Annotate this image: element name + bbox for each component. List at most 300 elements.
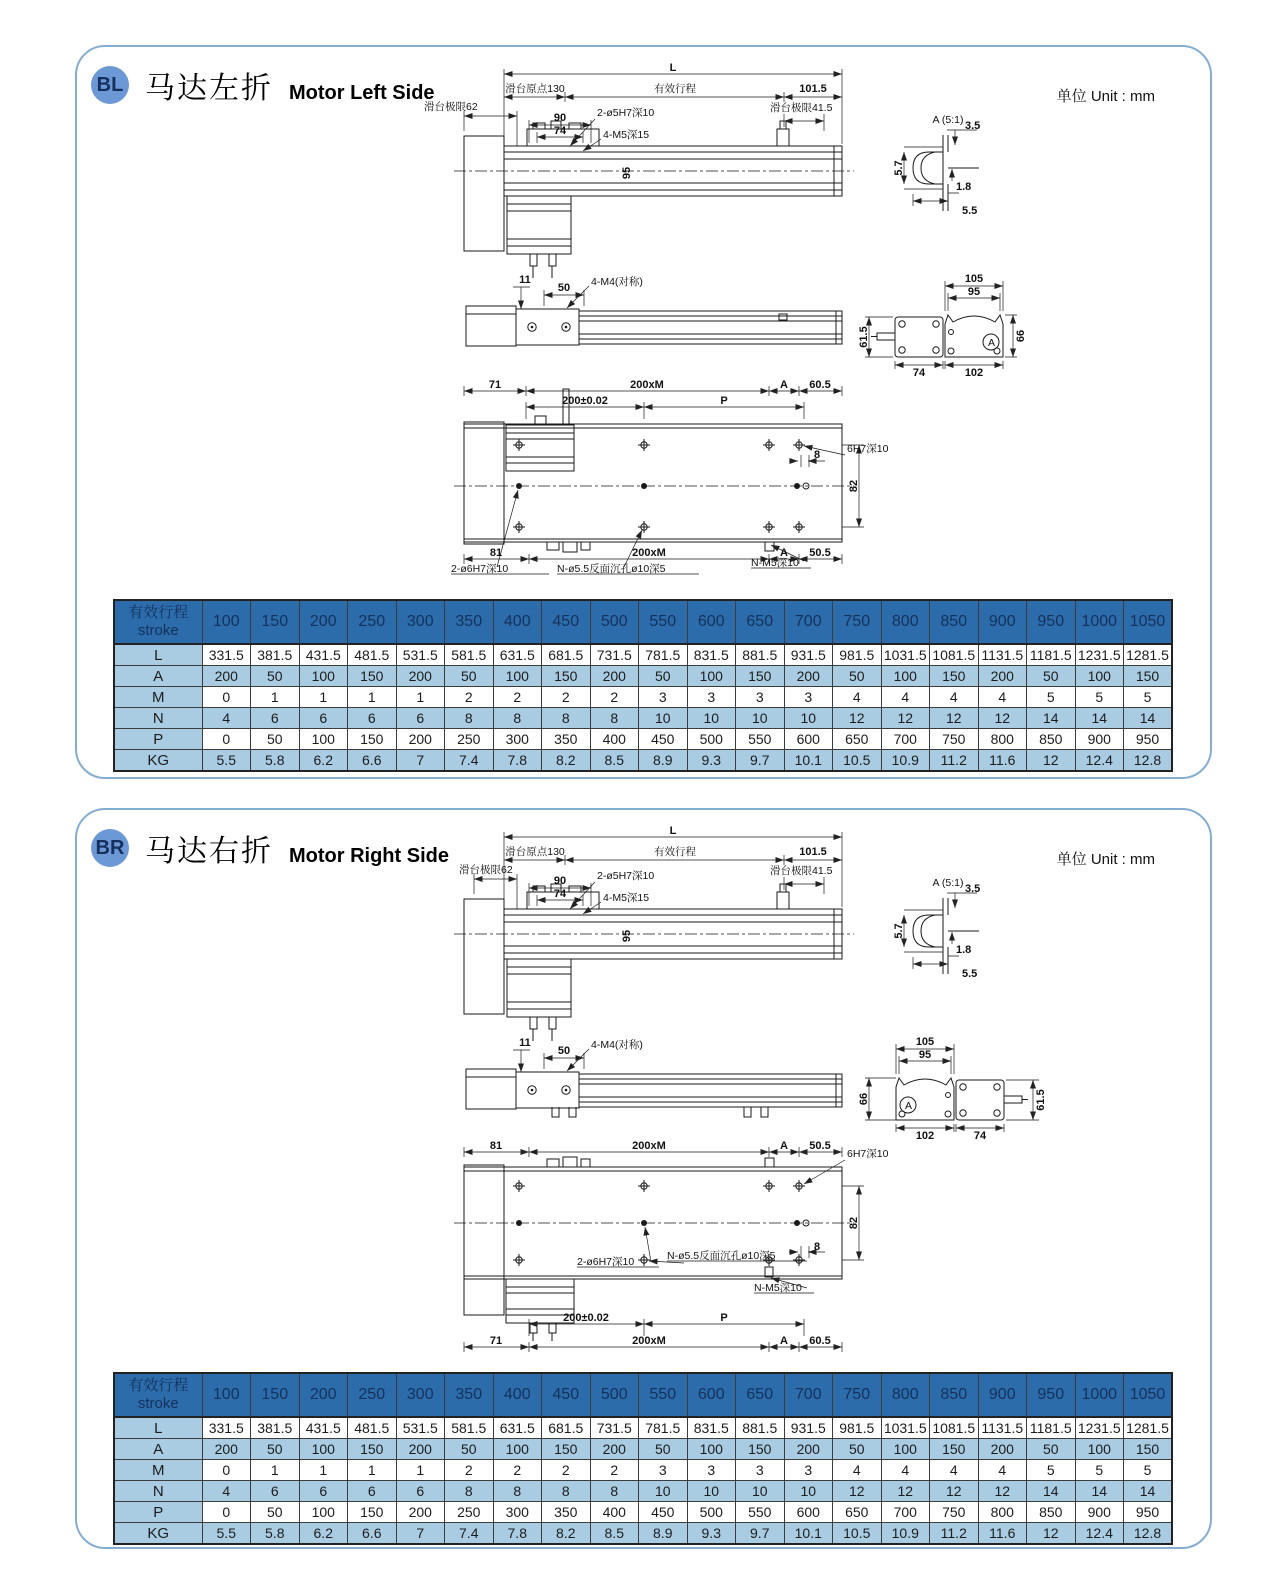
spec-cell: 12 — [1027, 750, 1076, 772]
dim-A-top: A — [780, 1140, 788, 1152]
row-label: L — [114, 644, 202, 666]
spec-cell: 150 — [542, 1439, 591, 1460]
spec-cell: 6 — [348, 1481, 397, 1502]
spec-cell: 331.5 — [202, 1417, 251, 1439]
dim-1-8: 1.8 — [956, 944, 972, 956]
spec-cell: 1081.5 — [930, 1417, 979, 1439]
detail-a-title: A (5:1) — [932, 114, 964, 126]
stroke-column-header: 300 — [396, 600, 445, 644]
spec-cell: 300 — [493, 729, 542, 750]
spec-cell: 900 — [1075, 1502, 1124, 1523]
stroke-column-header: 450 — [542, 1373, 591, 1417]
spec-cell: 431.5 — [299, 1417, 348, 1439]
dim-61-5: 61.5 — [858, 326, 870, 348]
spec-row-A — [114, 1439, 1172, 1460]
spec-cell: 1131.5 — [978, 1417, 1027, 1439]
stroke-column-header: 150 — [251, 1373, 300, 1417]
spec-cell: 3 — [687, 687, 736, 708]
spec-cell: 3 — [784, 687, 833, 708]
spec-cell: 8 — [590, 708, 639, 729]
spec-cell: 14 — [1075, 1481, 1124, 1502]
spec-cell: 10.9 — [881, 1523, 930, 1545]
dim-60-5: 60.5 — [809, 379, 831, 391]
spec-row-M — [114, 687, 1172, 708]
spec-cell: 6.2 — [299, 750, 348, 772]
spec-cell: 150 — [736, 1439, 785, 1460]
header-row — [114, 1373, 1172, 1417]
dim-P: P — [720, 1312, 728, 1324]
spec-cell: 11.2 — [930, 1523, 979, 1545]
dim-200-pitch: 200±0.02 — [563, 1312, 609, 1324]
spec-cell: 1 — [348, 687, 397, 708]
spec-cell: 7 — [396, 1523, 445, 1545]
dim-3-5: 3.5 — [965, 120, 981, 132]
stroke-column-header: 100 — [202, 1373, 251, 1417]
spec-cell: 1281.5 — [1124, 1417, 1173, 1439]
spec-cell: 6.6 — [348, 1523, 397, 1545]
spec-cell: 1231.5 — [1075, 644, 1124, 666]
plan-view — [466, 274, 842, 346]
dim-101-5: 101.5 — [799, 846, 827, 858]
spec-cell: 12 — [930, 708, 979, 729]
spec-cell: 6 — [299, 708, 348, 729]
dim-slide-origin: 滑台原点130 — [505, 83, 565, 95]
dim-A-top: A — [780, 379, 788, 391]
spec-cell: 8.2 — [542, 750, 591, 772]
spec-cell: 10.1 — [784, 1523, 833, 1545]
dim-overall-length: L — [669, 825, 677, 837]
spec-cell: 550 — [736, 1502, 785, 1523]
spec-cell: 50 — [1027, 1439, 1076, 1460]
technical-drawing-motor-right — [399, 822, 1204, 1362]
spec-cell: 5 — [1075, 687, 1124, 708]
spec-cell: 50 — [1027, 666, 1076, 687]
spec-cell: 1231.5 — [1075, 1417, 1124, 1439]
spec-cell: 10 — [784, 708, 833, 729]
spec-cell: 0 — [202, 1460, 251, 1481]
spec-cell: 8 — [542, 708, 591, 729]
dim-5-7: 5.7 — [893, 923, 905, 939]
stroke-column-header: 650 — [736, 600, 785, 644]
spec-cell: 550 — [736, 729, 785, 750]
dim-74: 74 — [553, 888, 567, 900]
spec-cell: 5 — [1027, 687, 1076, 708]
dim-105: 105 — [964, 273, 984, 285]
spec-cell: 481.5 — [348, 1417, 397, 1439]
spec-cell: 4 — [930, 1460, 979, 1481]
stroke-column-header: 1050 — [1124, 1373, 1173, 1417]
spec-cell: 7.4 — [445, 1523, 494, 1545]
stroke-column-header: 850 — [930, 1373, 979, 1417]
spec-cell: 981.5 — [833, 644, 882, 666]
spec-cell: 50 — [251, 1502, 300, 1523]
stroke-column-header: 700 — [784, 1373, 833, 1417]
spec-cell: 100 — [687, 1439, 736, 1460]
section-title-en: Motor Left Side — [289, 82, 435, 104]
spec-cell: 350 — [542, 1502, 591, 1523]
stroke-column-header: 600 — [687, 600, 736, 644]
spec-cell: 450 — [639, 729, 688, 750]
spec-cell: 1181.5 — [1027, 1417, 1076, 1439]
spec-cell: 1 — [396, 687, 445, 708]
spec-cell: 150 — [348, 1439, 397, 1460]
row-label: P — [114, 729, 202, 750]
unit-note: 单位 Unit : mm — [1056, 88, 1155, 105]
spec-cell: 881.5 — [736, 644, 785, 666]
dim-95-height: 95 — [621, 166, 633, 180]
spec-cell: 14 — [1027, 1481, 1076, 1502]
spec-cell: 200 — [784, 1439, 833, 1460]
spec-row-L — [114, 1417, 1172, 1439]
spec-cell: 750 — [930, 1502, 979, 1523]
spec-cell: 12 — [881, 708, 930, 729]
spec-cell: 11.2 — [930, 750, 979, 772]
spec-cell: 500 — [687, 1502, 736, 1523]
label-counterbore-holes: N-ø5.5反面沉孔ø10深5 — [667, 1250, 776, 1262]
spec-cell: 700 — [881, 729, 930, 750]
spec-cell: 10.1 — [784, 750, 833, 772]
dim-3-5: 3.5 — [965, 883, 981, 895]
spec-cell: 8 — [493, 708, 542, 729]
spec-cell: 100 — [299, 1502, 348, 1523]
dim-effective-stroke: 有效行程 — [654, 83, 696, 95]
dim-slide-limit-62: 滑台极限62 — [459, 864, 513, 876]
spec-cell: 12 — [833, 708, 882, 729]
dim-overall-length: L — [669, 62, 677, 74]
dim-71: 71 — [488, 379, 502, 391]
spec-cell: 5 — [1124, 687, 1173, 708]
spec-cell: 800 — [978, 729, 1027, 750]
label-6h7-hole: 6H7深10 — [847, 443, 889, 455]
dim-82: 82 — [848, 1216, 860, 1230]
unit-note: 单位 Unit : mm — [1056, 851, 1155, 868]
dim-200-pitch: 200±0.02 — [562, 395, 608, 407]
dim-200xM-top: 200xM — [630, 379, 664, 391]
spec-row-A — [114, 666, 1172, 687]
spec-cell: 1 — [251, 687, 300, 708]
label-m4-screws: 4-M4(对称) — [591, 1039, 643, 1051]
spec-cell: 150 — [1124, 666, 1173, 687]
spec-cell: 50 — [251, 666, 300, 687]
row-label: M — [114, 1460, 202, 1481]
spec-cell: 600 — [784, 729, 833, 750]
spec-cell: 6 — [299, 1481, 348, 1502]
spec-cell: 12 — [1027, 1523, 1076, 1545]
dim-66: 66 — [858, 1092, 870, 1106]
spec-cell: 8.9 — [639, 1523, 688, 1545]
detail-a-callout: A — [905, 1100, 913, 1112]
spec-cell: 831.5 — [687, 1417, 736, 1439]
spec-cell: 731.5 — [590, 1417, 639, 1439]
spec-cell: 3 — [639, 1460, 688, 1481]
spec-cell: 5 — [1075, 1460, 1124, 1481]
spec-cell: 10 — [687, 1481, 736, 1502]
badge-br: BR — [91, 829, 129, 867]
stroke-column-header: 850 — [930, 600, 979, 644]
dim-effective-stroke: 有效行程 — [654, 846, 696, 858]
spec-cell: 10 — [639, 708, 688, 729]
top-view — [454, 825, 854, 1041]
spec-cell: 200 — [396, 729, 445, 750]
dim-P: P — [720, 395, 728, 407]
spec-cell: 4 — [833, 687, 882, 708]
spec-cell: 12.4 — [1075, 750, 1124, 772]
dim-61-5: 61.5 — [1035, 1089, 1047, 1111]
stroke-column-header: 950 — [1027, 600, 1076, 644]
spec-cell: 981.5 — [833, 1417, 882, 1439]
spec-cell: 700 — [881, 1502, 930, 1523]
spec-cell: 5.5 — [202, 1523, 251, 1545]
bottom-view — [454, 1140, 889, 1352]
dim-95: 95 — [918, 1049, 932, 1061]
dim-50: 50 — [557, 282, 571, 294]
technical-drawing-motor-left — [399, 59, 1204, 584]
dim-95: 95 — [967, 286, 981, 298]
spec-cell: 100 — [881, 666, 930, 687]
label-m4-screws: 4-M4(对称) — [591, 276, 643, 288]
spec-cell: 6 — [251, 1481, 300, 1502]
dim-11: 11 — [519, 274, 531, 286]
stroke-column-header: 250 — [348, 600, 397, 644]
spec-cell: 4 — [930, 687, 979, 708]
spec-cell: 14 — [1124, 708, 1173, 729]
spec-cell: 12 — [978, 708, 1027, 729]
spec-cell: 50 — [833, 1439, 882, 1460]
spec-cell: 400 — [590, 729, 639, 750]
spec-cell: 8 — [445, 1481, 494, 1502]
spec-cell: 200 — [978, 1439, 1027, 1460]
spec-cell: 781.5 — [639, 1417, 688, 1439]
spec-cell: 800 — [978, 1502, 1027, 1523]
spec-cell: 200 — [202, 1439, 251, 1460]
stroke-column-header: 150 — [251, 600, 300, 644]
spec-cell: 1281.5 — [1124, 644, 1173, 666]
spec-cell: 681.5 — [542, 644, 591, 666]
dim-A-bottom: A — [780, 1335, 788, 1347]
spec-cell: 100 — [299, 666, 348, 687]
stroke-column-header: 500 — [590, 600, 639, 644]
spec-cell: 150 — [736, 666, 785, 687]
spec-cell: 6 — [396, 708, 445, 729]
spec-cell: 2 — [590, 687, 639, 708]
dim-11: 11 — [519, 1037, 531, 1049]
label-nm5-holes: N-M5深10 — [754, 1282, 802, 1294]
spec-cell: 100 — [493, 666, 542, 687]
section-title-cn: 马达右折 — [145, 835, 273, 868]
spec-cell: 11.6 — [978, 750, 1027, 772]
stroke-column-header: 950 — [1027, 1373, 1076, 1417]
spec-cell: 2 — [542, 687, 591, 708]
dim-74-motor: 74 — [973, 1130, 987, 1142]
badge-bl: BL — [91, 66, 129, 104]
dim-105: 105 — [915, 1036, 935, 1048]
spec-cell: 750 — [930, 729, 979, 750]
spec-row-KG — [114, 750, 1172, 772]
spec-cell: 450 — [639, 1502, 688, 1523]
spec-cell: 4 — [833, 1460, 882, 1481]
spec-cell: 50 — [251, 729, 300, 750]
dim-102: 102 — [915, 1130, 935, 1142]
section-motor-left — [75, 45, 1212, 779]
section-title-en: Motor Right Side — [289, 845, 449, 867]
spec-cell: 5.8 — [251, 750, 300, 772]
dim-5-7: 5.7 — [893, 160, 905, 176]
stroke-column-header: 300 — [396, 1373, 445, 1417]
spec-cell: 931.5 — [784, 644, 833, 666]
spec-cell: 150 — [930, 1439, 979, 1460]
spec-cell: 50 — [639, 1439, 688, 1460]
spec-cell: 631.5 — [493, 1417, 542, 1439]
dim-8: 8 — [813, 449, 821, 461]
spec-cell: 10 — [736, 708, 785, 729]
spec-cell: 1 — [251, 1460, 300, 1481]
section-title-cn: 马达左折 — [145, 72, 273, 105]
spec-cell: 481.5 — [348, 644, 397, 666]
spec-cell: 150 — [348, 1502, 397, 1523]
top-view — [424, 62, 854, 278]
dim-101-5: 101.5 — [799, 83, 827, 95]
spec-cell: 5.5 — [202, 750, 251, 772]
spec-cell: 7.8 — [493, 1523, 542, 1545]
spec-cell: 4 — [202, 1481, 251, 1502]
spec-cell: 4 — [881, 687, 930, 708]
stroke-column-header: 700 — [784, 600, 833, 644]
row-label: KG — [114, 750, 202, 772]
label-2x6h7-holes: 2-ø6H7深10 — [577, 1256, 635, 1268]
plan-view — [466, 1037, 842, 1117]
spec-row-N — [114, 708, 1172, 729]
row-label: L — [114, 1417, 202, 1439]
spec-cell: 6 — [251, 708, 300, 729]
label-screw-holes: 4-M5深15 — [603, 892, 650, 904]
label-2x6h7-holes: 2-ø6H7深10 — [451, 563, 509, 575]
dim-200xM-bottom: 200xM — [632, 547, 666, 559]
dim-66: 66 — [1015, 329, 1027, 343]
spec-cell: 8.5 — [590, 1523, 639, 1545]
spec-cell: 2 — [590, 1460, 639, 1481]
spec-cell: 14 — [1075, 708, 1124, 729]
spec-cell: 14 — [1027, 708, 1076, 729]
spec-cell: 10.5 — [833, 750, 882, 772]
spec-cell: 3 — [639, 687, 688, 708]
spec-cell: 150 — [930, 666, 979, 687]
spec-cell: 8.9 — [639, 750, 688, 772]
detail-a-title: A (5:1) — [932, 877, 964, 889]
spec-cell: 9.3 — [687, 1523, 736, 1545]
spec-cell: 3 — [784, 1460, 833, 1481]
spec-cell: 8 — [493, 1481, 542, 1502]
spec-cell: 14 — [1124, 1481, 1173, 1502]
stroke-column-header: 1000 — [1075, 600, 1124, 644]
stroke-column-header: 900 — [978, 600, 1027, 644]
spec-cell: 850 — [1027, 1502, 1076, 1523]
spec-cell: 581.5 — [445, 1417, 494, 1439]
spec-cell: 5 — [1124, 1460, 1173, 1481]
spec-cell: 400 — [590, 1502, 639, 1523]
spec-cell: 10 — [784, 1481, 833, 1502]
spec-cell: 6 — [348, 708, 397, 729]
spec-cell: 12 — [930, 1481, 979, 1502]
dim-95-height: 95 — [621, 929, 633, 943]
spec-cell: 12.4 — [1075, 1523, 1124, 1545]
stroke-column-header: 200 — [299, 600, 348, 644]
row-label: M — [114, 687, 202, 708]
spec-cell: 50 — [833, 666, 882, 687]
row-label: P — [114, 1502, 202, 1523]
section-header — [91, 63, 435, 107]
dim-200xM-top: 200xM — [632, 1140, 666, 1152]
spec-cell: 731.5 — [590, 644, 639, 666]
label-pin-holes: 2-ø5H7深10 — [597, 107, 655, 119]
stroke-column-header: 450 — [542, 600, 591, 644]
spec-cell: 50 — [639, 666, 688, 687]
spec-cell: 900 — [1075, 729, 1124, 750]
spec-cell: 6.6 — [348, 750, 397, 772]
stroke-column-header: 650 — [736, 1373, 785, 1417]
spec-cell: 12 — [881, 1481, 930, 1502]
spec-cell: 8 — [445, 708, 494, 729]
spec-cell: 931.5 — [784, 1417, 833, 1439]
dim-90: 90 — [553, 875, 567, 887]
dim-50-5: 50.5 — [809, 1140, 831, 1152]
row-label: N — [114, 708, 202, 729]
dim-5-5: 5.5 — [962, 968, 978, 980]
stroke-column-header: 100 — [202, 600, 251, 644]
spec-cell: 650 — [833, 729, 882, 750]
stroke-column-header: 250 — [348, 1373, 397, 1417]
spec-cell: 12 — [978, 1481, 1027, 1502]
spec-cell: 200 — [396, 666, 445, 687]
spec-cell: 100 — [299, 1439, 348, 1460]
spec-cell: 831.5 — [687, 644, 736, 666]
spec-cell: 500 — [687, 729, 736, 750]
spec-table-motor-left — [113, 599, 1173, 772]
spec-cell: 200 — [590, 666, 639, 687]
spec-cell: 2 — [493, 1460, 542, 1481]
spec-cell: 850 — [1027, 729, 1076, 750]
spec-cell: 1031.5 — [881, 1417, 930, 1439]
bottom-view — [451, 379, 889, 575]
spec-cell: 4 — [978, 687, 1027, 708]
dim-74: 74 — [553, 125, 567, 137]
spec-cell: 9.7 — [736, 1523, 785, 1545]
spec-table-motor-right — [113, 1372, 1173, 1545]
dim-50: 50 — [557, 1045, 571, 1057]
dim-81: 81 — [489, 547, 503, 559]
spec-cell: 10 — [639, 1481, 688, 1502]
detail-a-callout: A — [988, 337, 996, 349]
spec-cell: 1081.5 — [930, 644, 979, 666]
spec-cell: 2 — [445, 1460, 494, 1481]
spec-cell: 200 — [590, 1439, 639, 1460]
dim-82: 82 — [848, 479, 860, 493]
spec-cell: 6.2 — [299, 1523, 348, 1545]
spec-cell: 300 — [493, 1502, 542, 1523]
section-motor-right — [75, 808, 1212, 1549]
spec-cell: 1031.5 — [881, 644, 930, 666]
spec-cell: 431.5 — [299, 644, 348, 666]
stroke-column-header: 600 — [687, 1373, 736, 1417]
spec-cell: 1 — [299, 1460, 348, 1481]
dim-74-motor: 74 — [912, 367, 926, 379]
spec-cell: 7.4 — [445, 750, 494, 772]
dim-81: 81 — [489, 1140, 503, 1152]
stroke-corner-header: 有效行程 stroke — [114, 600, 202, 644]
spec-cell: 100 — [1075, 666, 1124, 687]
label-pin-holes: 2-ø5H7深10 — [597, 870, 655, 882]
spec-cell: 1131.5 — [978, 644, 1027, 666]
spec-cell: 0 — [202, 687, 251, 708]
